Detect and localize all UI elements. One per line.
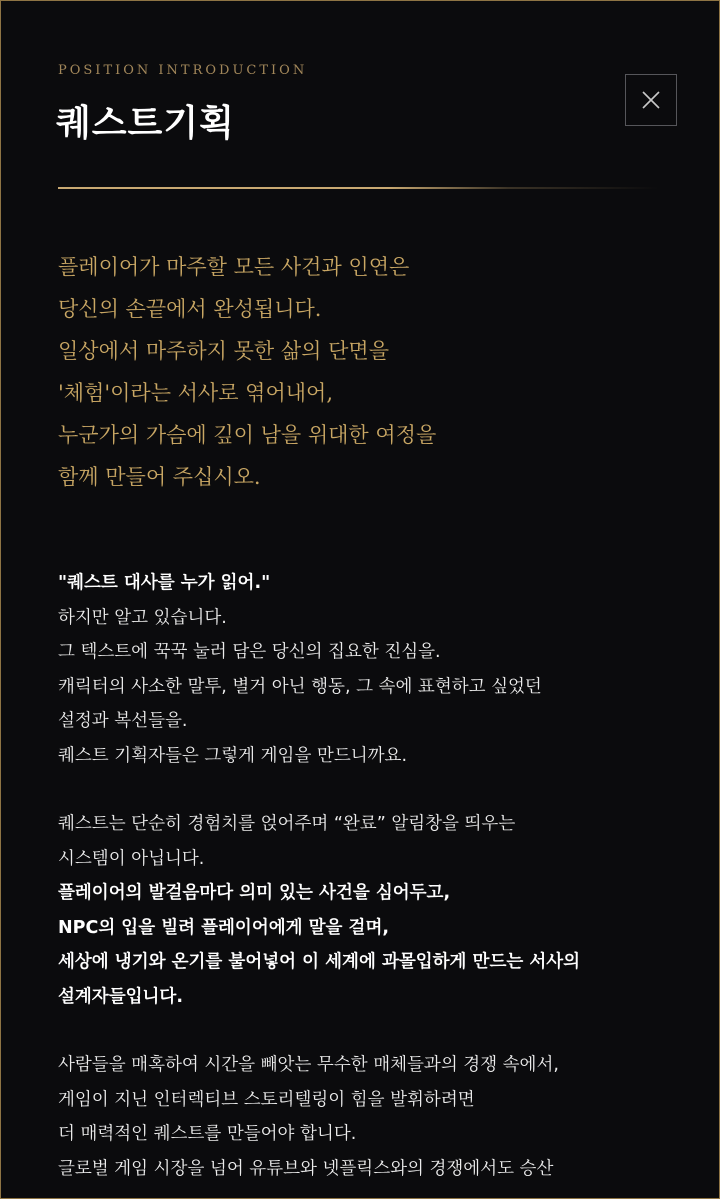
emphasis-line: NPC의 입을 빌려 플레이어에게 말을 걸며, bbox=[58, 917, 389, 938]
description-paragraph bbox=[58, 566, 698, 773]
emphasis-line: 세상에 냉기와 온기를 불어넣어 이 세계에 과몰입하게 만드는 서사의 bbox=[58, 952, 581, 972]
close-button[interactable] bbox=[625, 74, 677, 126]
emphasis-line: 설계자들입니다. bbox=[58, 986, 183, 1007]
body-line: 퀘스트는 단순히 경험치를 얹어주며 “완료” 알림창을 띄우는 bbox=[58, 814, 516, 834]
section-overline: POSITION INTRODUCTION bbox=[58, 63, 308, 78]
body-line: 글로벌 게임 시장을 넘어 유튜브와 넷플릭스와의 경쟁에서도 승산 bbox=[58, 1158, 554, 1179]
intro-line: 함께 만들어 주십시오. bbox=[58, 465, 261, 489]
body-line: 캐릭터의 사소한 말투, 별거 아닌 행동, 그 속에 표현하고 싶었던 bbox=[58, 676, 542, 697]
description-body bbox=[58, 566, 698, 1199]
body-line: 사람들을 매혹하여 시간을 빼앗는 무수한 매체들과의 경쟁 속에서, bbox=[58, 1055, 559, 1075]
title-divider bbox=[58, 187, 658, 189]
emphasis-line: "퀘스트 대사를 누가 읽어." bbox=[58, 573, 271, 593]
description-paragraph bbox=[58, 1048, 698, 1186]
body-line: 퀘스트 기획자들은 그렇게 게임을 만드니까요. bbox=[58, 745, 408, 766]
intro-line: '체험'이라는 서사로 엮어내어, bbox=[58, 381, 334, 405]
body-line: 그 텍스트에 꾹꾹 눌러 담은 당신의 집요한 진심을. bbox=[58, 642, 441, 662]
intro-line: 당신의 손끝에서 완성됩니다. bbox=[58, 297, 322, 321]
description-paragraph bbox=[58, 807, 698, 1014]
page-title: 퀘스트기획 bbox=[56, 102, 235, 144]
body-line: 하지만 알고 있습니다. bbox=[58, 607, 227, 628]
close-x-icon bbox=[641, 90, 661, 110]
emphasis-line: 플레이어의 발걸음마다 의미 있는 사건을 심어두고, bbox=[58, 883, 451, 903]
intro-line: 플레이어가 마주할 모든 사건과 인연은 bbox=[58, 255, 410, 279]
body-line: 게임이 지닌 인터렉티브 스토리텔링이 힘을 발휘하려면 bbox=[58, 1089, 475, 1110]
body-line: 설정과 복선들을. bbox=[58, 711, 188, 731]
intro-line: 일상에서 마주하지 못한 삶의 단면을 bbox=[58, 339, 389, 363]
intro-line: 누군가의 가슴에 깊이 남을 위대한 여정을 bbox=[58, 423, 437, 447]
body-line: 시스템이 아닙니다. bbox=[58, 848, 205, 869]
body-line: 더 매력적인 퀘스트를 만들어야 합니다. bbox=[58, 1124, 357, 1144]
intro-lines bbox=[58, 246, 678, 498]
